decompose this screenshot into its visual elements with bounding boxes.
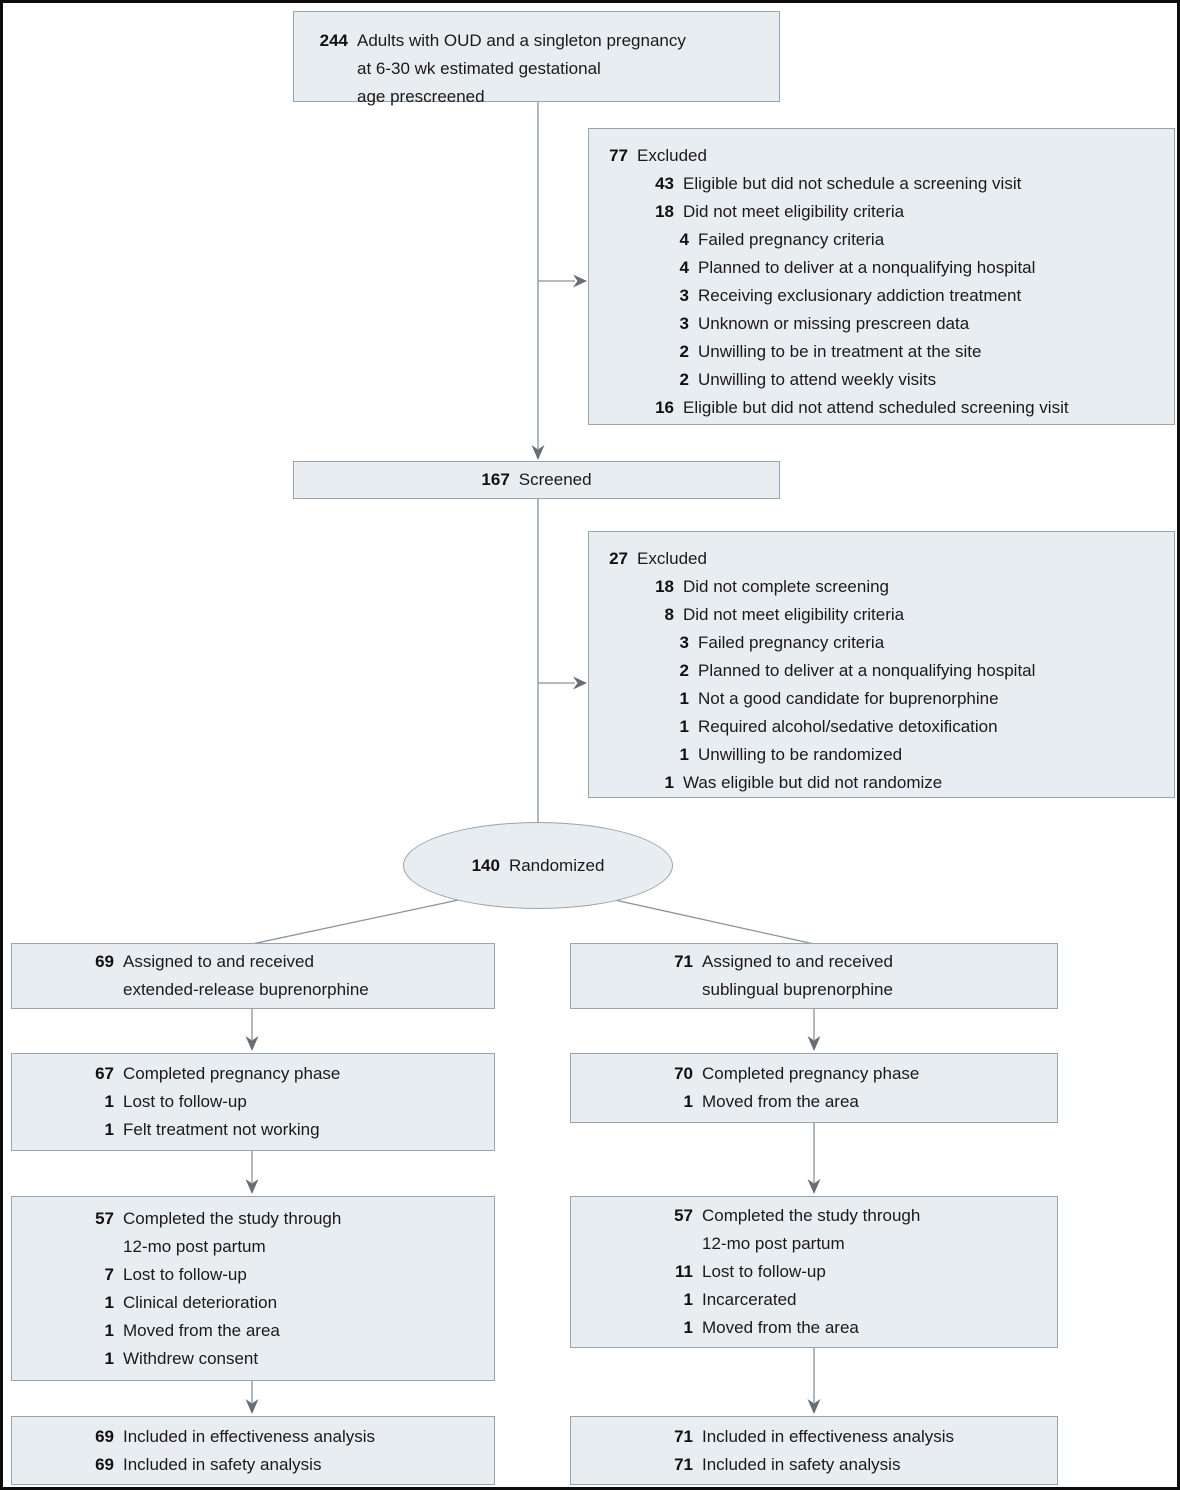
label: Included in safety analysis (123, 1454, 322, 1474)
count: 57 (674, 1206, 693, 1225)
er-pregnancy-phase-box (11, 1053, 495, 1151)
count: 1 (104, 1292, 114, 1312)
label: Lost to follow-up (702, 1262, 826, 1281)
count: 1 (683, 1290, 693, 1309)
label: Unwilling to attend weekly visits (698, 370, 937, 389)
label: Clinical deterioration (123, 1292, 278, 1312)
flow-item-row (665, 282, 1166, 310)
count: 43 (655, 174, 674, 193)
count: 1 (679, 689, 689, 708)
label: Eligible but did not attend scheduled screening visit (683, 398, 1069, 417)
label: Was eligible but did not randomize (683, 773, 943, 792)
er-buprenorphine-assigned-box (11, 943, 495, 1009)
count: 8 (664, 605, 674, 624)
label: Included in effectiveness analysis (123, 1426, 376, 1446)
label: Required alcohol/sedative detoxification (698, 717, 998, 736)
flow-item-row (661, 1423, 1057, 1451)
flow-item-row (82, 1060, 494, 1088)
label: Screened (518, 470, 592, 489)
label: Incarcerated (702, 1290, 797, 1309)
flow-item-row (661, 948, 1057, 1004)
count: 167 (481, 470, 510, 489)
er-study-completion-box (11, 1196, 495, 1381)
label: Included in safety analysis (702, 1454, 901, 1474)
count: 1 (683, 1092, 693, 1111)
count: 70 (674, 1064, 693, 1083)
label: Withdrew consent (123, 1348, 259, 1368)
count: 18 (655, 202, 674, 221)
screened-box (293, 461, 780, 499)
label: Failed pregnancy criteria (698, 230, 885, 249)
sl-buprenorphine-assigned-box (570, 943, 1058, 1009)
label: Did not meet eligibility criteria (683, 202, 905, 221)
excluded-prescreen-box (588, 128, 1175, 425)
flow-item-row (650, 601, 1166, 629)
label: Moved from the area (702, 1318, 859, 1337)
count: 71 (674, 1454, 693, 1474)
arrowhead-right-icon (573, 275, 587, 288)
flow-item-row (665, 685, 1166, 713)
count: 69 (95, 1426, 114, 1446)
flow-item-row (82, 1423, 494, 1451)
label: Planned to deliver at a nonqualifying hospital (698, 661, 1036, 680)
flow-item-row (82, 1088, 494, 1116)
flow-item-row (661, 1286, 1057, 1314)
flow-item-row (650, 394, 1166, 422)
count: 1 (664, 773, 674, 792)
label: Randomized (508, 855, 605, 875)
count: 140 (471, 855, 500, 875)
flow-item-row (661, 1314, 1057, 1342)
label: Included in effectiveness analysis (702, 1426, 955, 1446)
label: Moved from the area (123, 1320, 280, 1340)
count: 1 (679, 717, 689, 736)
label: Did not meet eligibility criteria (683, 605, 905, 624)
count: 2 (679, 661, 689, 680)
flow-item-row (650, 769, 1166, 797)
flow-item-row (82, 1261, 494, 1289)
label: Receiving exclusionary addiction treatment (698, 286, 1022, 305)
count: 71 (674, 952, 693, 971)
count: 27 (609, 549, 628, 568)
count: 1 (104, 1320, 114, 1340)
flow-item-row (661, 1088, 1057, 1116)
count: 1 (104, 1348, 114, 1368)
flow-item-row (665, 254, 1166, 282)
label: Adults with OUD and a singleton pregnancy at 6-30 wk estimated gestational age prescreened (357, 31, 686, 106)
flow-item-row (82, 1345, 494, 1373)
label: Excluded (637, 146, 707, 165)
label: Felt treatment not working (123, 1120, 320, 1139)
count: 244 (319, 31, 348, 50)
label: Completed pregnancy phase (123, 1064, 341, 1083)
sl-study-completion-box (570, 1196, 1058, 1348)
count: 4 (679, 230, 689, 249)
excluded-header-row (604, 545, 1166, 573)
count: 7 (104, 1264, 114, 1284)
randomized-ellipse (403, 822, 673, 909)
flow-item-row (665, 741, 1166, 769)
flow-item-row (661, 1060, 1057, 1088)
flow-item-row (650, 170, 1166, 198)
flow-item-row (665, 338, 1166, 366)
count: 1 (679, 745, 689, 764)
excluded-screening-box (588, 531, 1175, 798)
count: 4 (679, 258, 689, 277)
count: 69 (95, 1454, 114, 1474)
flow-item-row (82, 1116, 494, 1144)
flow-item-row (661, 1258, 1057, 1286)
count: 77 (609, 146, 628, 165)
count: 18 (655, 577, 674, 596)
label: Completed the study through 12-mo post partum (702, 1206, 921, 1253)
label: Moved from the area (702, 1092, 859, 1111)
count: 57 (95, 1208, 114, 1228)
count: 2 (679, 370, 689, 389)
count: 2 (679, 342, 689, 361)
excluded-header-row (604, 142, 1166, 170)
label: Lost to follow-up (123, 1092, 247, 1111)
label: Unwilling to be in treatment at the site (698, 342, 982, 361)
sl-analysis-box (570, 1416, 1058, 1485)
label: Failed pregnancy criteria (698, 633, 885, 652)
count: 69 (95, 952, 114, 971)
sl-pregnancy-phase-box (570, 1053, 1058, 1123)
count: 16 (655, 398, 674, 417)
label: Not a good candidate for buprenorphine (698, 689, 999, 708)
flow-item-row (312, 27, 765, 111)
count: 1 (683, 1318, 693, 1337)
flow-item-row (650, 198, 1166, 226)
flow-item-row (82, 1317, 494, 1345)
label: Unwilling to be randomized (698, 745, 903, 764)
label: Planned to deliver at a nonqualifying hospital (698, 258, 1036, 277)
label: Lost to follow-up (123, 1264, 247, 1284)
count: 67 (95, 1064, 114, 1083)
count: 1 (104, 1092, 114, 1111)
flow-item-row (661, 1202, 1057, 1258)
flow-item-row (665, 713, 1166, 741)
arrowhead-right-icon (573, 677, 587, 690)
prescreened-box (293, 11, 780, 106)
flow-item-row (661, 1451, 1057, 1479)
count: 1 (104, 1120, 114, 1139)
er-analysis-box (11, 1416, 495, 1485)
flow-item-row (665, 657, 1166, 685)
label: Completed pregnancy phase (702, 1064, 920, 1083)
flow-item-row (82, 948, 494, 1004)
flow-item-row (82, 1451, 494, 1479)
count: 71 (674, 1426, 693, 1446)
count: 3 (679, 286, 689, 305)
count: 3 (679, 633, 689, 652)
flow-item-row (294, 462, 779, 498)
flow-item-row (82, 1289, 494, 1317)
flow-item-row (665, 310, 1166, 338)
flow-item-row (665, 366, 1166, 394)
flow-item-row (650, 573, 1166, 601)
label: Completed the study through 12-mo post partum (123, 1208, 342, 1256)
count: 11 (675, 1262, 693, 1281)
label: Assigned to and received extended-release buprenorphine (123, 952, 369, 999)
label: Assigned to and received sublingual buprenorphine (702, 952, 893, 999)
label: Unknown or missing prescreen data (698, 314, 970, 333)
label: Excluded (637, 549, 707, 568)
flow-item-row (665, 629, 1166, 657)
label: Eligible but did not schedule a screening visit (683, 174, 1022, 193)
flow-item-row (82, 1205, 494, 1261)
label: Did not complete screening (683, 577, 890, 596)
count: 3 (679, 314, 689, 333)
flow-item-row (665, 226, 1166, 254)
